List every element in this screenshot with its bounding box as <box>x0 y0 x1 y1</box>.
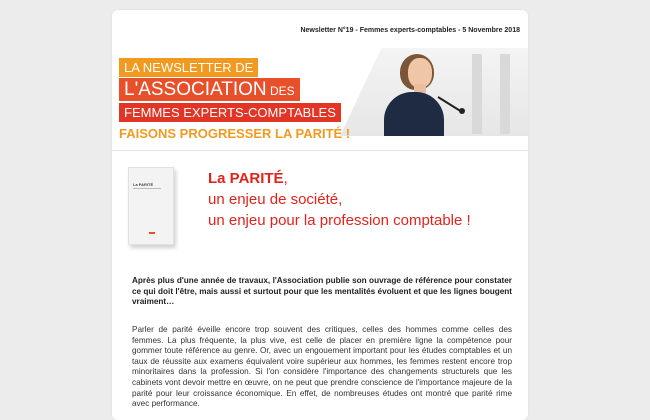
headline-parite: La PARITÉ <box>208 170 284 187</box>
header-banner <box>112 44 528 148</box>
book-cover-image[interactable] <box>128 167 174 245</box>
banner-association-main: L'ASSOCIATION <box>124 79 267 100</box>
microphone-icon <box>459 108 465 114</box>
header-divider <box>112 150 528 151</box>
banner-association-des: DES <box>266 84 295 98</box>
book-cover-logo <box>149 232 155 234</box>
book-cover-rule <box>133 188 161 189</box>
issue-line: Newsletter N°19 - Femmes experts-comptables - 5 Novembre 2018 <box>300 27 520 34</box>
newsletter-card <box>112 10 528 420</box>
background-pillar <box>472 54 482 134</box>
banner-line-femmes: FEMMES EXPERTS-COMPTABLES <box>119 103 341 122</box>
article-intro: Après plus d'une année de travaux, l'Association publie son ouvrage de référence pour constater ce qui doit l'être, mais aussi et surtout pour que les mentalités évoluent et que les lignes bougent vraiment… <box>132 276 512 306</box>
article-body: Parler de parité éveille encore trop souvent des critiques, celles des hommes comme celles des femmes. La plus fréquente, la plus vive, est celle de placer en première ligne la compétence pour gommer toute référence au genre. Or, avec un engouement important pour les études comptables et un taux de réussite aux examens équivalent voire supérieur aux hommes, les femmes restent encore trop minoritaires dans la profession. Si l'on considère l'importance des changements structurels que les cabinets vont devoir mettre en œuvre, on ne peut que prendre conscience de l'importance majeure de la parité pour leur croissance économique. En effet, de nombreuses études ont montré que parité rime avec performance. <box>132 325 512 409</box>
headline-line-1 <box>208 168 471 189</box>
background-pillar <box>500 54 510 134</box>
banner-line-newsletter: LA NEWSLETTER DE <box>119 58 258 77</box>
headline-line-3: un enjeu pour la profession comptable ! <box>208 212 471 229</box>
speaker-body <box>384 92 444 136</box>
banner-line-association <box>119 78 300 101</box>
banner-slogan: FAISONS PROGRESSER LA PARITÉ ! <box>119 126 351 141</box>
book-cover-title: La PARITÉ <box>133 182 154 187</box>
article-headline <box>208 168 471 231</box>
headline-line-2: un enjeu de société, <box>208 191 343 208</box>
headline-comma: , <box>283 170 288 187</box>
speaker-photo <box>340 48 528 136</box>
